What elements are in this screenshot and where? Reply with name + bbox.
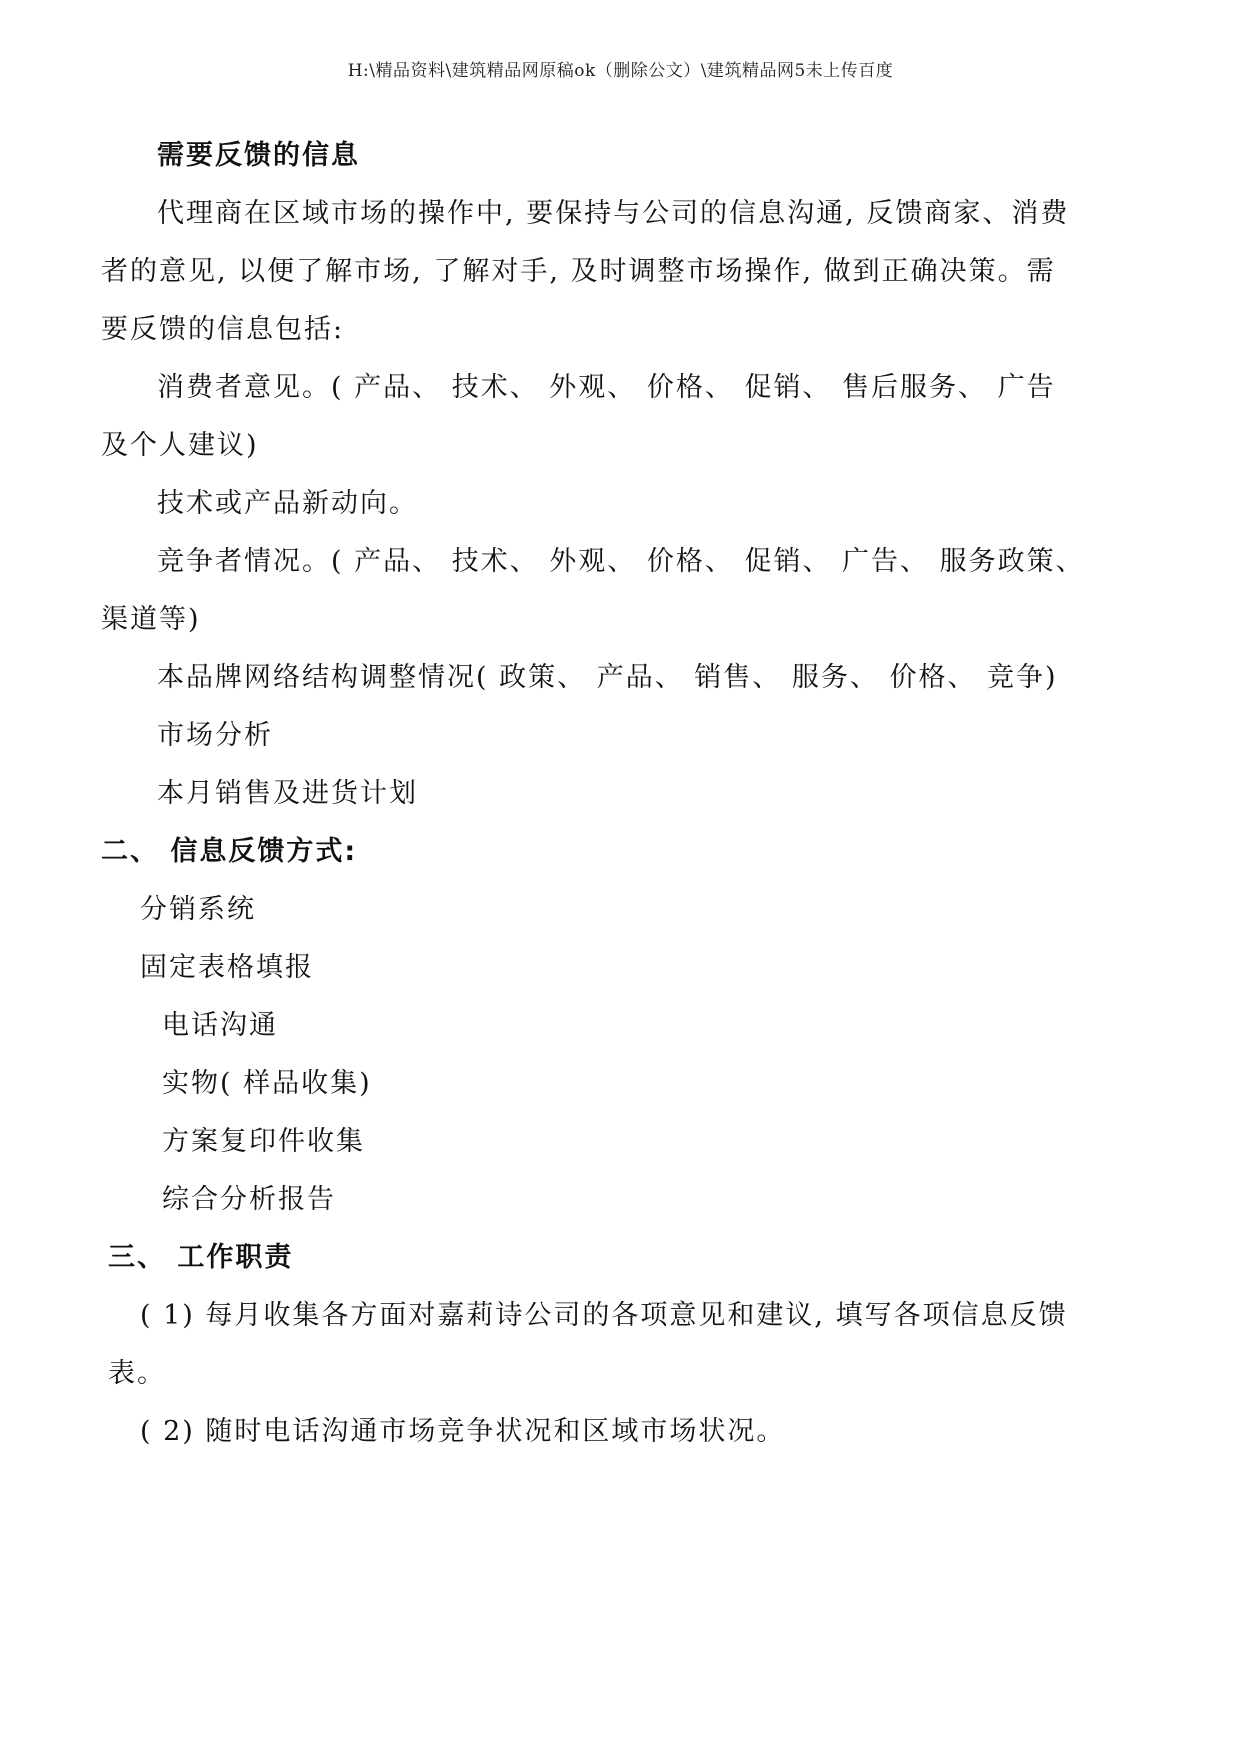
paragraph-line: 代理商在区域市场的操作中, 要保持与公司的信息沟通, 反馈商家、消费	[157, 198, 1070, 229]
list-item: 固定表格填报	[140, 952, 314, 983]
list-item: ( 1) 每月收集各方面对嘉莉诗公司的各项意见和建议, 填写各项信息反馈	[140, 1300, 1068, 1331]
list-item: 综合分析报告	[162, 1184, 336, 1215]
list-item: ( 2) 随时电话沟通市场竞争状况和区域市场状况。	[140, 1416, 786, 1447]
list-item: 及个人建议)	[101, 430, 259, 461]
list-item: 分销系统	[140, 894, 256, 925]
paragraph-line: 者的意见, 以便了解市场, 了解对手, 及时调整市场操作, 做到正确决策。需	[101, 256, 1056, 287]
section-heading: 三、 工作职责	[108, 1242, 294, 1273]
list-item: 技术或产品新动向。	[157, 488, 418, 519]
list-item: 电话沟通	[162, 1010, 278, 1041]
list-item: 表。	[108, 1358, 166, 1389]
list-item: 本品牌网络结构调整情况( 政策、 产品、 销售、 服务、 价格、 竞争)	[157, 662, 1058, 693]
list-item: 本月销售及进货计划	[157, 778, 418, 809]
heading-feedback-info: 需要反馈的信息	[157, 140, 360, 171]
list-item: 方案复印件收集	[162, 1126, 365, 1157]
list-item: 市场分析	[157, 720, 273, 751]
file-path-header: H:\精品资料\建筑精品网原稿ok（删除公文）\建筑精品网5未上传百度	[347, 61, 894, 81]
list-item: 消费者意见。( 产品、 技术、 外观、 价格、 促销、 售后服务、 广告	[157, 372, 1056, 403]
list-item: 竞争者情况。( 产品、 技术、 外观、 价格、 促销、 广告、 服务政策、	[157, 546, 1085, 577]
section-heading: 二、 信息反馈方式:	[101, 836, 358, 867]
list-item: 渠道等)	[101, 604, 201, 635]
paragraph-line: 要反馈的信息包括:	[101, 314, 345, 345]
list-item: 实物( 样品收集)	[162, 1068, 372, 1099]
